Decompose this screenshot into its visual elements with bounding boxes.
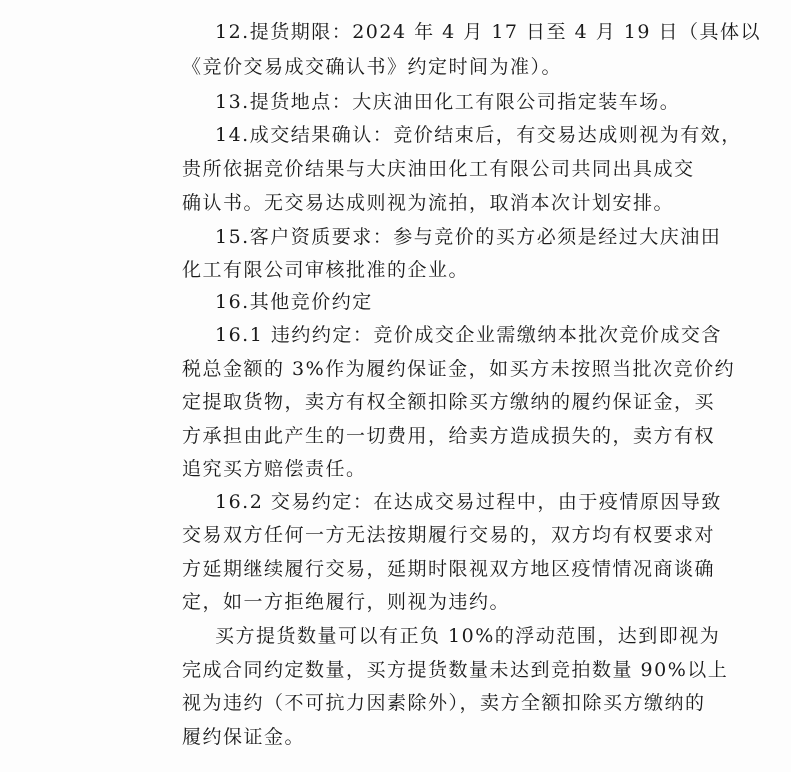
text-line: 视为违约（不可抗力因素除外），卖方全额扣除买方缴纳的 — [182, 692, 706, 714]
text-line: 履约保证金。 — [182, 726, 306, 748]
text-line: 确认书。无交易达成则视为流拍，取消本次计划安排。 — [182, 192, 675, 214]
section-heading: 16.其他竞价约定 — [215, 291, 373, 313]
text-line: 方延期继续履行交易，延期时限视双方地区疫情情况商谈确 — [182, 558, 716, 580]
text-line: 定提取货物，卖方有权全额扣除买方缴纳的履约保证金，买 — [182, 391, 716, 413]
text-line: 15.客户资质要求：参与竞价的买方必须是经过大庆油田 — [215, 226, 722, 248]
text-line: 完成合同约定数量，买方提货数量未达到竞拍数量 90%以上 — [182, 659, 729, 681]
text-line: 化工有限公司审核批准的企业。 — [182, 259, 470, 281]
text-line: 《竞价交易成交确认书》约定时间为准）。 — [182, 56, 563, 78]
text-line: 交易双方任何一方无法按期履行交易的，双方均有权要求对 — [182, 524, 716, 546]
text-line: 13.提货地点：大庆油田化工有限公司指定装车场。 — [215, 91, 681, 113]
text-line: 16.1 违约约定：竞价成交企业需缴纳本批次竞价成交含 — [215, 324, 722, 346]
text-line: 追究买方赔偿责任。 — [182, 458, 367, 480]
text-line: 14.成交结果确认：竞价结束后，有交易达成则视为有效， — [215, 124, 742, 146]
text-line: 贵所依据竞价结果与大庆油田化工有限公司共同出具成交 — [182, 158, 695, 180]
text-line: 税总金额的 3%作为履约保证金，如买方未按照当批次竞价约 — [182, 358, 736, 380]
text-line: 方承担由此产生的一切费用，给卖方造成损失的，卖方有权 — [182, 425, 716, 447]
text-line: 买方提货数量可以有正负 10%的浮动范围，达到即视为 — [215, 625, 721, 647]
text-line: 定，如一方拒绝履行，则视为违约。 — [182, 591, 511, 613]
text-line: 16.2 交易约定：在达成交易过程中，由于疫情原因导致 — [215, 491, 722, 513]
text-line: 12.提货期限：2024 年 4 月 17 日至 4 月 19 日（具体以 — [215, 21, 761, 43]
